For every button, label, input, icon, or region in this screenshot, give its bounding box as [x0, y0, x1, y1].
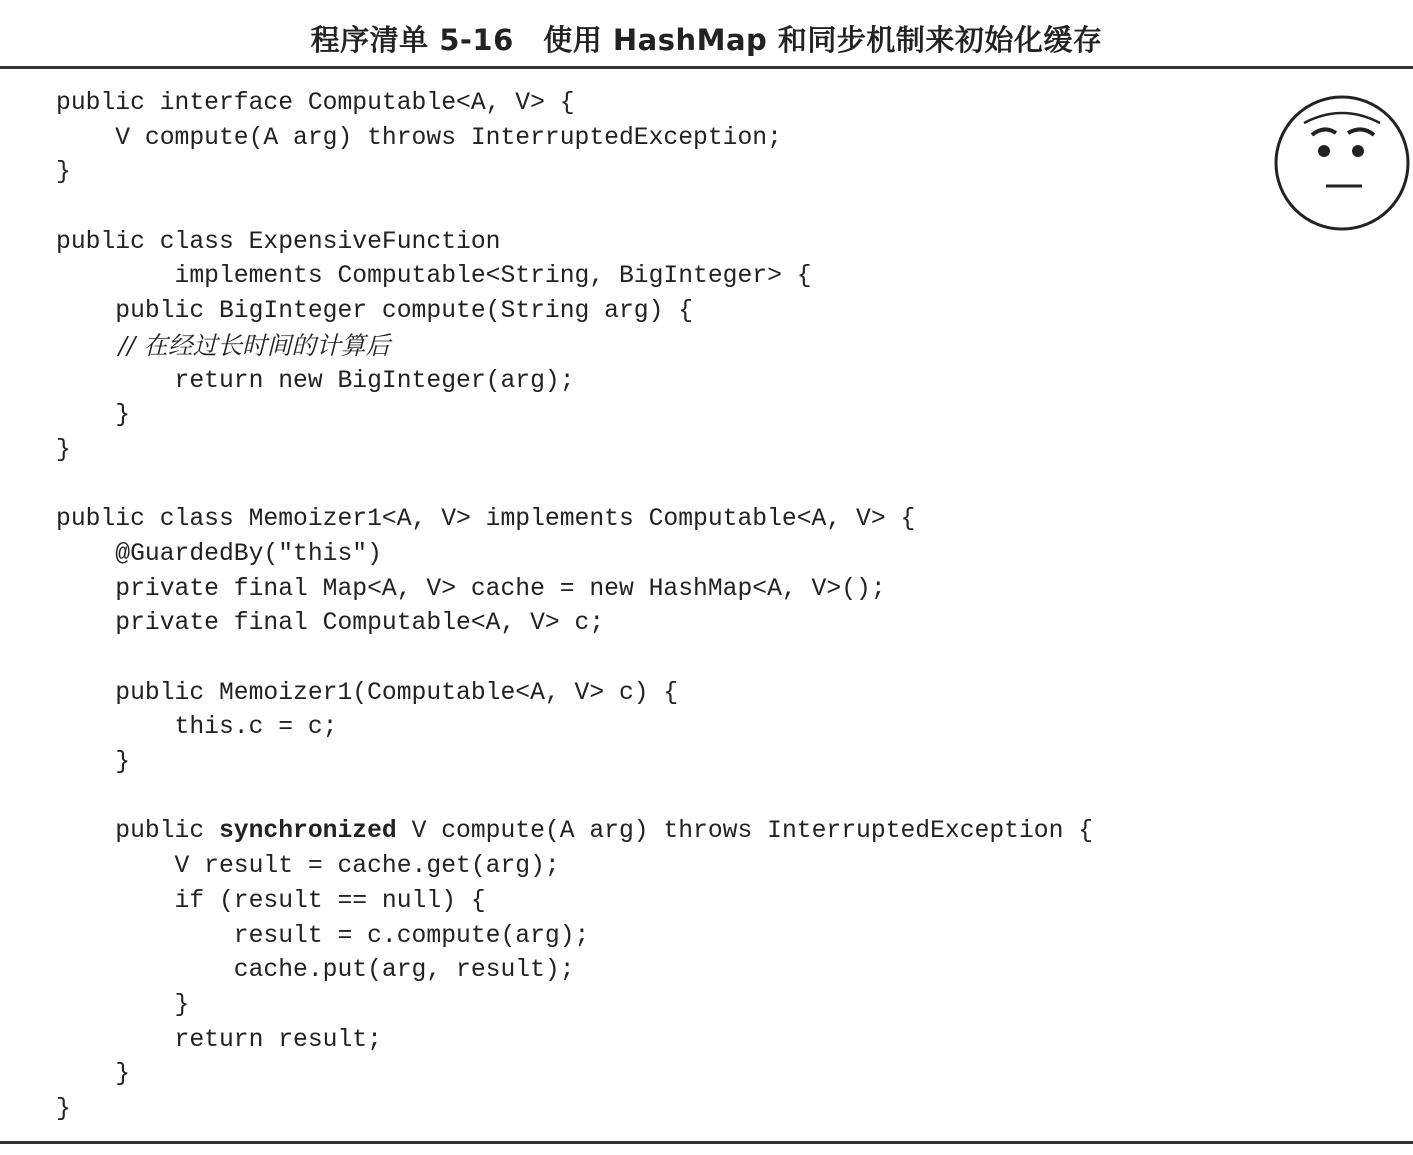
- bottom-rule: [0, 1141, 1413, 1144]
- code-line: private final Computable<A, V> c;: [56, 609, 605, 638]
- listing-title: 程序清单 5-16 使用 HashMap 和同步机制来初始化缓存: [310, 23, 1103, 57]
- code-line: public Memoizer1(Computable<A, V> c) {: [56, 678, 679, 707]
- code-line: public interface Computable<A, V> {: [56, 89, 575, 117]
- code-line: return result;: [56, 1025, 382, 1054]
- code-line: result = c.compute(arg);: [56, 921, 590, 950]
- code-line: }: [56, 748, 131, 777]
- code-line: }: [56, 1094, 71, 1123]
- code-line: this.c = c;: [56, 713, 338, 742]
- code-line: V result = cache.get(arg);: [56, 852, 560, 881]
- code-line: public class Memoizer1<A, V> implements Computable<A, V> {: [56, 505, 916, 534]
- code-line: }: [56, 1060, 131, 1089]
- code-line: @GuardedBy("this"): [56, 539, 382, 568]
- code-listing: [56, 86, 1093, 1127]
- code-line: V compute(A arg) throws InterruptedException;: [56, 123, 782, 152]
- code-line: }: [56, 435, 71, 464]
- code-line: private final Map<A, V> cache = new HashMap<A, V>();: [56, 574, 886, 603]
- code-line: cache.put(arg, result);: [56, 956, 575, 985]
- code-line: return new BigInteger(arg);: [56, 366, 575, 395]
- synchronized-keyword: synchronized: [218, 817, 397, 846]
- code-line: }: [56, 401, 131, 430]
- code-line: }: [56, 990, 190, 1019]
- code-comment-line: // 在经过长时间的计算后: [56, 330, 391, 360]
- code-line: public class ExpensiveFunction: [56, 227, 501, 256]
- code-line: public BigInteger compute(String arg) {: [56, 297, 694, 326]
- code-line: }: [56, 158, 71, 187]
- code-line: [56, 780, 1093, 815]
- code-line: implements Computable<String, BigInteger> {: [56, 262, 812, 291]
- code-line: [56, 468, 1093, 503]
- code-line: if (result == null) {: [56, 886, 486, 915]
- top-rule: [0, 66, 1413, 69]
- worried-face-icon: [1272, 93, 1412, 233]
- code-line: [56, 190, 1093, 225]
- code-line: [56, 641, 1093, 676]
- code-line-synchronized: public synchronized V compute(A arg) throws InterruptedException {: [56, 817, 1094, 846]
